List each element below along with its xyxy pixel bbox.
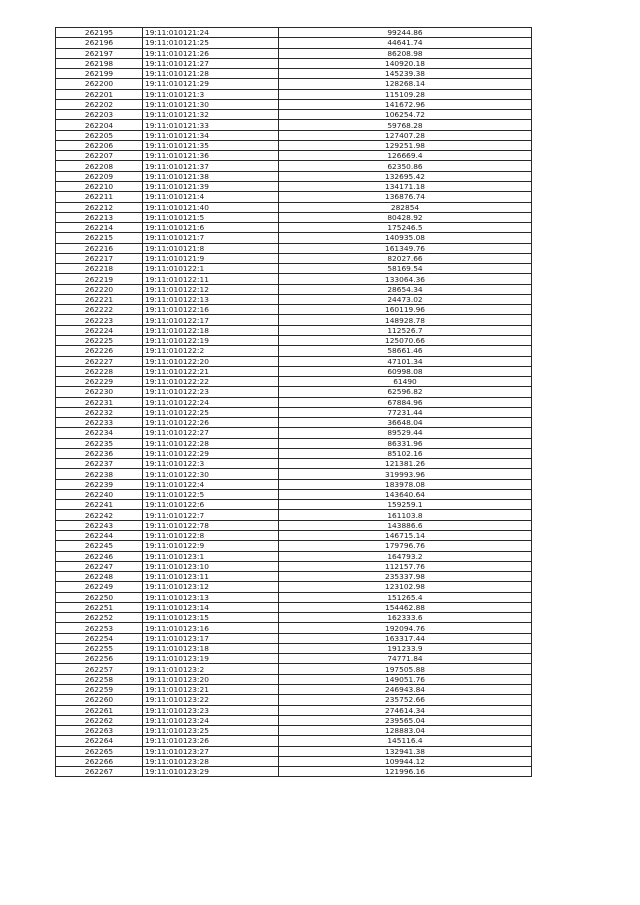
table-row [56, 664, 532, 674]
cadastral-number-cell: 19:11:010123:19 [143, 654, 279, 664]
table-row [56, 151, 532, 161]
amount-cell: 175246.5 [279, 223, 532, 233]
row-id-cell: 262241 [56, 500, 143, 510]
table-row [56, 510, 532, 520]
row-id-cell: 262217 [56, 253, 143, 263]
amount-cell: 140920.18 [279, 58, 532, 68]
table-row [56, 459, 532, 469]
row-id-cell: 262233 [56, 418, 143, 428]
row-id-cell: 262236 [56, 448, 143, 458]
table-row [56, 356, 532, 366]
row-id-cell: 262216 [56, 243, 143, 253]
row-id-cell: 262195 [56, 28, 143, 38]
row-id-cell: 262214 [56, 223, 143, 233]
amount-cell: 282854 [279, 202, 532, 212]
cadastral-number-cell: 19:11:010122:22 [143, 377, 279, 387]
table-body [56, 28, 532, 777]
table-row [56, 633, 532, 643]
cadastral-number-cell: 19:11:010123:28 [143, 756, 279, 766]
amount-cell: 77231.44 [279, 407, 532, 417]
table-row [56, 726, 532, 736]
row-id-cell: 262197 [56, 48, 143, 58]
cadastral-number-cell: 19:11:010123:22 [143, 695, 279, 705]
cadastral-number-cell: 19:11:010121:38 [143, 171, 279, 181]
amount-cell: 192094.76 [279, 623, 532, 633]
cadastral-number-cell: 19:11:010121:5 [143, 212, 279, 222]
amount-cell: 24473.02 [279, 294, 532, 304]
cadastral-number-cell: 19:11:010121:33 [143, 120, 279, 130]
row-id-cell: 262212 [56, 202, 143, 212]
cadastral-number-cell: 19:11:010121:4 [143, 192, 279, 202]
amount-cell: 235752.66 [279, 695, 532, 705]
table-row [56, 592, 532, 602]
amount-cell: 145239.38 [279, 69, 532, 79]
table-row [56, 223, 532, 233]
amount-cell: 179796.76 [279, 541, 532, 551]
amount-cell: 132695.42 [279, 171, 532, 181]
amount-cell: 121381.26 [279, 459, 532, 469]
amount-cell: 59768.28 [279, 120, 532, 130]
cadastral-number-cell: 19:11:010122:25 [143, 407, 279, 417]
cadastral-number-cell: 19:11:010122:30 [143, 469, 279, 479]
amount-cell: 85102.16 [279, 448, 532, 458]
row-id-cell: 262256 [56, 654, 143, 664]
row-id-cell: 262248 [56, 572, 143, 582]
table-row [56, 284, 532, 294]
table-row [56, 58, 532, 68]
cadastral-number-cell: 19:11:010121:30 [143, 99, 279, 109]
amount-cell: 274614.34 [279, 705, 532, 715]
amount-cell: 159259.1 [279, 500, 532, 510]
table-row [56, 746, 532, 756]
amount-cell: 86208.98 [279, 48, 532, 58]
amount-cell: 146715.14 [279, 531, 532, 541]
data-table [55, 27, 532, 777]
cadastral-number-cell: 19:11:010122:12 [143, 284, 279, 294]
cadastral-number-cell: 19:11:010123:17 [143, 633, 279, 643]
table-row [56, 602, 532, 612]
cadastral-number-cell: 19:11:010123:10 [143, 561, 279, 571]
table-row [56, 500, 532, 510]
row-id-cell: 262226 [56, 346, 143, 356]
row-id-cell: 262260 [56, 695, 143, 705]
cadastral-number-cell: 19:11:010121:7 [143, 233, 279, 243]
amount-cell: 149051.76 [279, 674, 532, 684]
cadastral-number-cell: 19:11:010123:1 [143, 551, 279, 561]
row-id-cell: 262225 [56, 335, 143, 345]
cadastral-number-cell: 19:11:010122:29 [143, 448, 279, 458]
table-row [56, 69, 532, 79]
cadastral-number-cell: 19:11:010122:21 [143, 366, 279, 376]
table-row [56, 202, 532, 212]
table-row [56, 767, 532, 777]
amount-cell: 319993.96 [279, 469, 532, 479]
cadastral-number-cell: 19:11:010123:23 [143, 705, 279, 715]
table-row [56, 366, 532, 376]
row-id-cell: 262205 [56, 130, 143, 140]
amount-cell: 112157.76 [279, 561, 532, 571]
cadastral-number-cell: 19:11:010122:9 [143, 541, 279, 551]
amount-cell: 80428.92 [279, 212, 532, 222]
cadastral-number-cell: 19:11:010122:1 [143, 264, 279, 274]
table-row [56, 654, 532, 664]
cadastral-number-cell: 19:11:010122:11 [143, 274, 279, 284]
cadastral-number-cell: 19:11:010122:27 [143, 428, 279, 438]
row-id-cell: 262267 [56, 767, 143, 777]
amount-cell: 133064.36 [279, 274, 532, 284]
row-id-cell: 262255 [56, 643, 143, 653]
row-id-cell: 262201 [56, 89, 143, 99]
amount-cell: 125070.66 [279, 335, 532, 345]
amount-cell: 154462.88 [279, 602, 532, 612]
row-id-cell: 262219 [56, 274, 143, 284]
table-row [56, 551, 532, 561]
amount-cell: 140935.08 [279, 233, 532, 243]
amount-cell: 126669.4 [279, 151, 532, 161]
cadastral-number-cell: 19:11:010121:34 [143, 130, 279, 140]
row-id-cell: 262262 [56, 715, 143, 725]
amount-cell: 141672.96 [279, 99, 532, 109]
amount-cell: 160119.96 [279, 305, 532, 315]
table-row [56, 428, 532, 438]
table-row [56, 325, 532, 335]
cadastral-number-cell: 19:11:010121:26 [143, 48, 279, 58]
row-id-cell: 262202 [56, 99, 143, 109]
cadastral-number-cell: 19:11:010122:23 [143, 387, 279, 397]
table-row [56, 305, 532, 315]
table-row [56, 28, 532, 38]
row-id-cell: 262209 [56, 171, 143, 181]
amount-cell: 151265.4 [279, 592, 532, 602]
table-row [56, 531, 532, 541]
row-id-cell: 262207 [56, 151, 143, 161]
table-row [56, 315, 532, 325]
table-row [56, 161, 532, 171]
table-row [56, 623, 532, 633]
row-id-cell: 262242 [56, 510, 143, 520]
cadastral-number-cell: 19:11:010121:25 [143, 38, 279, 48]
table-row [56, 192, 532, 202]
cadastral-number-cell: 19:11:010122:17 [143, 315, 279, 325]
row-id-cell: 262239 [56, 479, 143, 489]
cadastral-number-cell: 19:11:010122:19 [143, 335, 279, 345]
table-row [56, 572, 532, 582]
cadastral-number-cell: 19:11:010122:3 [143, 459, 279, 469]
amount-cell: 28654.34 [279, 284, 532, 294]
row-id-cell: 262247 [56, 561, 143, 571]
table-row [56, 756, 532, 766]
cadastral-number-cell: 19:11:010121:6 [143, 223, 279, 233]
amount-cell: 134171.18 [279, 181, 532, 191]
row-id-cell: 262234 [56, 428, 143, 438]
amount-cell: 246943.84 [279, 685, 532, 695]
amount-cell: 106254.72 [279, 110, 532, 120]
row-id-cell: 262224 [56, 325, 143, 335]
table-row [56, 294, 532, 304]
amount-cell: 127407.28 [279, 130, 532, 140]
table-row [56, 541, 532, 551]
table-row [56, 48, 532, 58]
cadastral-number-cell: 19:11:010121:27 [143, 58, 279, 68]
amount-cell: 191233.9 [279, 643, 532, 653]
table-row [56, 613, 532, 623]
cadastral-number-cell: 19:11:010122:26 [143, 418, 279, 428]
table-row [56, 736, 532, 746]
row-id-cell: 262206 [56, 140, 143, 150]
row-id-cell: 262244 [56, 531, 143, 541]
amount-cell: 239565.04 [279, 715, 532, 725]
table-row [56, 418, 532, 428]
amount-cell: 123102.98 [279, 582, 532, 592]
row-id-cell: 262222 [56, 305, 143, 315]
table-row [56, 110, 532, 120]
cadastral-number-cell: 19:11:010122:28 [143, 438, 279, 448]
cadastral-number-cell: 19:11:010122:8 [143, 531, 279, 541]
row-id-cell: 262243 [56, 520, 143, 530]
row-id-cell: 262199 [56, 69, 143, 79]
row-id-cell: 262200 [56, 79, 143, 89]
row-id-cell: 262240 [56, 489, 143, 499]
table-row [56, 582, 532, 592]
row-id-cell: 262264 [56, 736, 143, 746]
cadastral-number-cell: 19:11:010123:14 [143, 602, 279, 612]
amount-cell: 67884.96 [279, 397, 532, 407]
row-id-cell: 262230 [56, 387, 143, 397]
row-id-cell: 262210 [56, 181, 143, 191]
cadastral-number-cell: 19:11:010121:8 [143, 243, 279, 253]
table-row [56, 79, 532, 89]
amount-cell: 36648.04 [279, 418, 532, 428]
table-row [56, 407, 532, 417]
row-id-cell: 262208 [56, 161, 143, 171]
cadastral-number-cell: 19:11:010123:24 [143, 715, 279, 725]
amount-cell: 109944.12 [279, 756, 532, 766]
table-row [56, 438, 532, 448]
cadastral-number-cell: 19:11:010121:36 [143, 151, 279, 161]
cadastral-number-cell: 19:11:010121:39 [143, 181, 279, 191]
cadastral-number-cell: 19:11:010123:25 [143, 726, 279, 736]
row-id-cell: 262261 [56, 705, 143, 715]
row-id-cell: 262258 [56, 674, 143, 684]
table-row [56, 233, 532, 243]
amount-cell: 183978.08 [279, 479, 532, 489]
cadastral-number-cell: 19:11:010122:13 [143, 294, 279, 304]
row-id-cell: 262204 [56, 120, 143, 130]
cadastral-number-cell: 19:11:010123:12 [143, 582, 279, 592]
table-row [56, 705, 532, 715]
row-id-cell: 262237 [56, 459, 143, 469]
amount-cell: 112526.7 [279, 325, 532, 335]
table-row [56, 130, 532, 140]
row-id-cell: 262251 [56, 602, 143, 612]
amount-cell: 162333.6 [279, 613, 532, 623]
cadastral-number-cell: 19:11:010123:15 [143, 613, 279, 623]
row-id-cell: 262266 [56, 756, 143, 766]
table-row [56, 377, 532, 387]
amount-cell: 148928.78 [279, 315, 532, 325]
table-row [56, 685, 532, 695]
table-row [56, 140, 532, 150]
table-row [56, 243, 532, 253]
amount-cell: 143640.64 [279, 489, 532, 499]
cadastral-number-cell: 19:11:010121:24 [143, 28, 279, 38]
amount-cell: 121996.16 [279, 767, 532, 777]
row-id-cell: 262228 [56, 366, 143, 376]
row-id-cell: 262196 [56, 38, 143, 48]
table-row [56, 561, 532, 571]
table-row [56, 643, 532, 653]
row-id-cell: 262253 [56, 623, 143, 633]
cadastral-number-cell: 19:11:010122:20 [143, 356, 279, 366]
amount-cell: 58661.46 [279, 346, 532, 356]
row-id-cell: 262252 [56, 613, 143, 623]
cadastral-number-cell: 19:11:010123:26 [143, 736, 279, 746]
amount-cell: 82027.66 [279, 253, 532, 263]
amount-cell: 164793.2 [279, 551, 532, 561]
row-id-cell: 262218 [56, 264, 143, 274]
cadastral-number-cell: 19:11:010121:37 [143, 161, 279, 171]
cadastral-number-cell: 19:11:010122:16 [143, 305, 279, 315]
row-id-cell: 262249 [56, 582, 143, 592]
table-row [56, 120, 532, 130]
amount-cell: 136876.74 [279, 192, 532, 202]
cadastral-number-cell: 19:11:010122:5 [143, 489, 279, 499]
row-id-cell: 262215 [56, 233, 143, 243]
amount-cell: 86331.96 [279, 438, 532, 448]
amount-cell: 61490 [279, 377, 532, 387]
cadastral-number-cell: 19:11:010123:27 [143, 746, 279, 756]
table-row [56, 520, 532, 530]
cadastral-number-cell: 19:11:010121:35 [143, 140, 279, 150]
table-row [56, 264, 532, 274]
cadastral-number-cell: 19:11:010123:21 [143, 685, 279, 695]
row-id-cell: 262246 [56, 551, 143, 561]
row-id-cell: 262223 [56, 315, 143, 325]
cadastral-number-cell: 19:11:010123:11 [143, 572, 279, 582]
cadastral-number-cell: 19:11:010122:78 [143, 520, 279, 530]
row-id-cell: 262227 [56, 356, 143, 366]
table-row [56, 479, 532, 489]
amount-cell: 163317.44 [279, 633, 532, 643]
cadastral-number-cell: 19:11:010121:3 [143, 89, 279, 99]
amount-cell: 89529.44 [279, 428, 532, 438]
cadastral-number-cell: 19:11:010123:29 [143, 767, 279, 777]
table-row [56, 89, 532, 99]
table-row [56, 715, 532, 725]
amount-cell: 143886.6 [279, 520, 532, 530]
amount-cell: 99244.86 [279, 28, 532, 38]
table-row [56, 335, 532, 345]
row-id-cell: 262220 [56, 284, 143, 294]
cadastral-number-cell: 19:11:010121:28 [143, 69, 279, 79]
row-id-cell: 262231 [56, 397, 143, 407]
amount-cell: 145116.4 [279, 736, 532, 746]
cadastral-number-cell: 19:11:010122:18 [143, 325, 279, 335]
amount-cell: 132941.38 [279, 746, 532, 756]
cadastral-number-cell: 19:11:010121:40 [143, 202, 279, 212]
row-id-cell: 262238 [56, 469, 143, 479]
row-id-cell: 262250 [56, 592, 143, 602]
cadastral-number-cell: 19:11:010121:32 [143, 110, 279, 120]
table-row [56, 674, 532, 684]
row-id-cell: 262245 [56, 541, 143, 551]
cadastral-number-cell: 19:11:010122:7 [143, 510, 279, 520]
row-id-cell: 262198 [56, 58, 143, 68]
cadastral-number-cell: 19:11:010123:20 [143, 674, 279, 684]
row-id-cell: 262254 [56, 633, 143, 643]
row-id-cell: 262221 [56, 294, 143, 304]
amount-cell: 235337.98 [279, 572, 532, 582]
cadastral-number-cell: 19:11:010123:18 [143, 643, 279, 653]
amount-cell: 161103.8 [279, 510, 532, 520]
amount-cell: 115109.28 [279, 89, 532, 99]
table-row [56, 38, 532, 48]
cadastral-number-cell: 19:11:010121:29 [143, 79, 279, 89]
table-row [56, 489, 532, 499]
cadastral-number-cell: 19:11:010123:2 [143, 664, 279, 674]
table-row [56, 397, 532, 407]
table-row [56, 171, 532, 181]
table-row [56, 387, 532, 397]
amount-cell: 58169.54 [279, 264, 532, 274]
amount-cell: 62350.86 [279, 161, 532, 171]
table-row [56, 181, 532, 191]
row-id-cell: 262232 [56, 407, 143, 417]
cadastral-number-cell: 19:11:010122:24 [143, 397, 279, 407]
row-id-cell: 262259 [56, 685, 143, 695]
amount-cell: 47101.34 [279, 356, 532, 366]
row-id-cell: 262229 [56, 377, 143, 387]
amount-cell: 129251.98 [279, 140, 532, 150]
table-row [56, 99, 532, 109]
table-row [56, 253, 532, 263]
cadastral-number-cell: 19:11:010122:6 [143, 500, 279, 510]
amount-cell: 62596.82 [279, 387, 532, 397]
table-row [56, 695, 532, 705]
row-id-cell: 262235 [56, 438, 143, 448]
cadastral-number-cell: 19:11:010121:9 [143, 253, 279, 263]
amount-cell: 44641.74 [279, 38, 532, 48]
cadastral-number-cell: 19:11:010123:16 [143, 623, 279, 633]
row-id-cell: 262213 [56, 212, 143, 222]
table-row [56, 469, 532, 479]
amount-cell: 128268.14 [279, 79, 532, 89]
row-id-cell: 262265 [56, 746, 143, 756]
table-row [56, 274, 532, 284]
cadastral-number-cell: 19:11:010122:4 [143, 479, 279, 489]
amount-cell: 74771.84 [279, 654, 532, 664]
table-row [56, 448, 532, 458]
cadastral-number-cell: 19:11:010122:2 [143, 346, 279, 356]
amount-cell: 161349.76 [279, 243, 532, 253]
amount-cell: 128883.04 [279, 726, 532, 736]
row-id-cell: 262203 [56, 110, 143, 120]
row-id-cell: 262211 [56, 192, 143, 202]
row-id-cell: 262263 [56, 726, 143, 736]
table-row [56, 212, 532, 222]
row-id-cell: 262257 [56, 664, 143, 674]
amount-cell: 197505.88 [279, 664, 532, 674]
table-row [56, 346, 532, 356]
cadastral-number-cell: 19:11:010123:13 [143, 592, 279, 602]
amount-cell: 60998.08 [279, 366, 532, 376]
